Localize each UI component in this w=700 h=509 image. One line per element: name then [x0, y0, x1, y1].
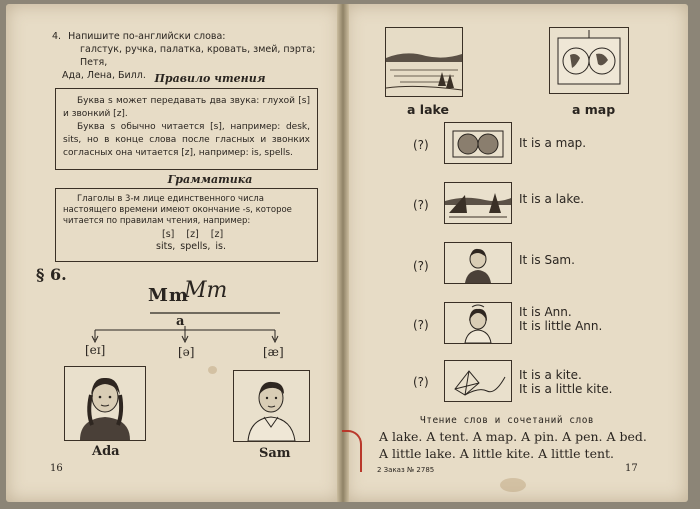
page-number-right: 17	[625, 463, 638, 474]
sentence: It is a map.	[519, 136, 587, 150]
sentence: It is a little kite.	[519, 382, 613, 396]
sentence: It is a lake.	[519, 192, 585, 206]
print-footer: 2 Заказ № 2785	[377, 466, 435, 474]
vowel-branch-diagram	[90, 296, 320, 356]
sam-portrait	[233, 370, 310, 442]
reading-line: A little lake. A little kite. A little tent.	[379, 446, 615, 461]
grammar-heading: Грамматика	[167, 173, 253, 186]
reading-rule-box	[55, 88, 318, 170]
name-label: Ada	[92, 444, 120, 459]
grammar-examples	[156, 229, 226, 253]
question-mark: (?)	[413, 198, 429, 212]
example-word: sits,	[156, 241, 176, 252]
grammar-box	[55, 188, 318, 262]
rule-para-2: Буква s обычно читается [s], например: desk, sits, но в конце слова после гласных и звонких согласных она читается [z], например: is, spells.	[63, 122, 310, 158]
map-picture	[549, 27, 629, 94]
letter-script: Mm	[184, 278, 228, 303]
section-number: § 6.	[36, 265, 67, 284]
reading-exercise	[379, 428, 679, 462]
reading-title: Чтение слов и сочетаний слов	[420, 415, 595, 426]
sentence: It is Ann.	[519, 305, 572, 319]
question-mark: (?)	[413, 375, 429, 389]
exercise-words-1: галстук, ручка, палатка, кровать, змей, пэрта; Петя,	[80, 44, 316, 68]
vowel-letter: a	[176, 314, 185, 329]
page-number-left: 16	[50, 463, 63, 474]
small-sam-picture	[444, 242, 512, 284]
paper-stain	[500, 478, 526, 492]
small-kite-picture	[444, 360, 512, 402]
small-ann-picture	[444, 302, 512, 344]
small-lake-picture	[444, 182, 512, 224]
sentence: It is Sam.	[519, 253, 575, 267]
binding-thread	[342, 430, 362, 472]
ada-portrait	[64, 366, 146, 441]
question-mark: (?)	[413, 138, 429, 152]
label-lake: a lake	[407, 102, 449, 117]
letter-print: Mm	[148, 285, 189, 306]
reading-line: A lake. A tent. A map. A pin. A pen. A bed.	[379, 429, 647, 444]
transcription: [z]	[186, 229, 199, 240]
transcription: [z]	[210, 229, 224, 240]
grammar-text: Глаголы в 3-м лице единственного числа настоящего времени имеют окончание -s, которое читается по правилам чтения, например:	[63, 194, 292, 226]
rule-para-1: Буква s может передавать два звука: глухой [s] и звонкий [z].	[63, 96, 310, 119]
phoneme: [ə]	[178, 345, 195, 359]
exercise-words-2: Ада, Лена, Билл.	[62, 70, 146, 81]
transcription: [s]	[162, 229, 175, 240]
phoneme: [eɪ]	[85, 343, 106, 357]
small-map-picture	[444, 122, 512, 164]
book-gutter	[337, 4, 349, 502]
sentence: It is a kite.	[519, 368, 582, 382]
lake-picture	[385, 27, 463, 97]
name-label: Sam	[259, 446, 291, 461]
reading-rule-heading: Правило чтения	[154, 72, 266, 85]
sentence: It is little Ann.	[519, 319, 603, 333]
example-word: spells,	[180, 241, 211, 252]
exercise-instruction: Напишите по-английски слова:	[68, 31, 226, 42]
example-word: is.	[215, 241, 226, 252]
question-mark: (?)	[413, 259, 429, 273]
label-map: a map	[572, 102, 616, 117]
exercise-number: 4.	[52, 31, 62, 42]
phoneme: [æ]	[263, 345, 284, 359]
question-mark: (?)	[413, 318, 429, 332]
paper-stain	[208, 366, 217, 374]
